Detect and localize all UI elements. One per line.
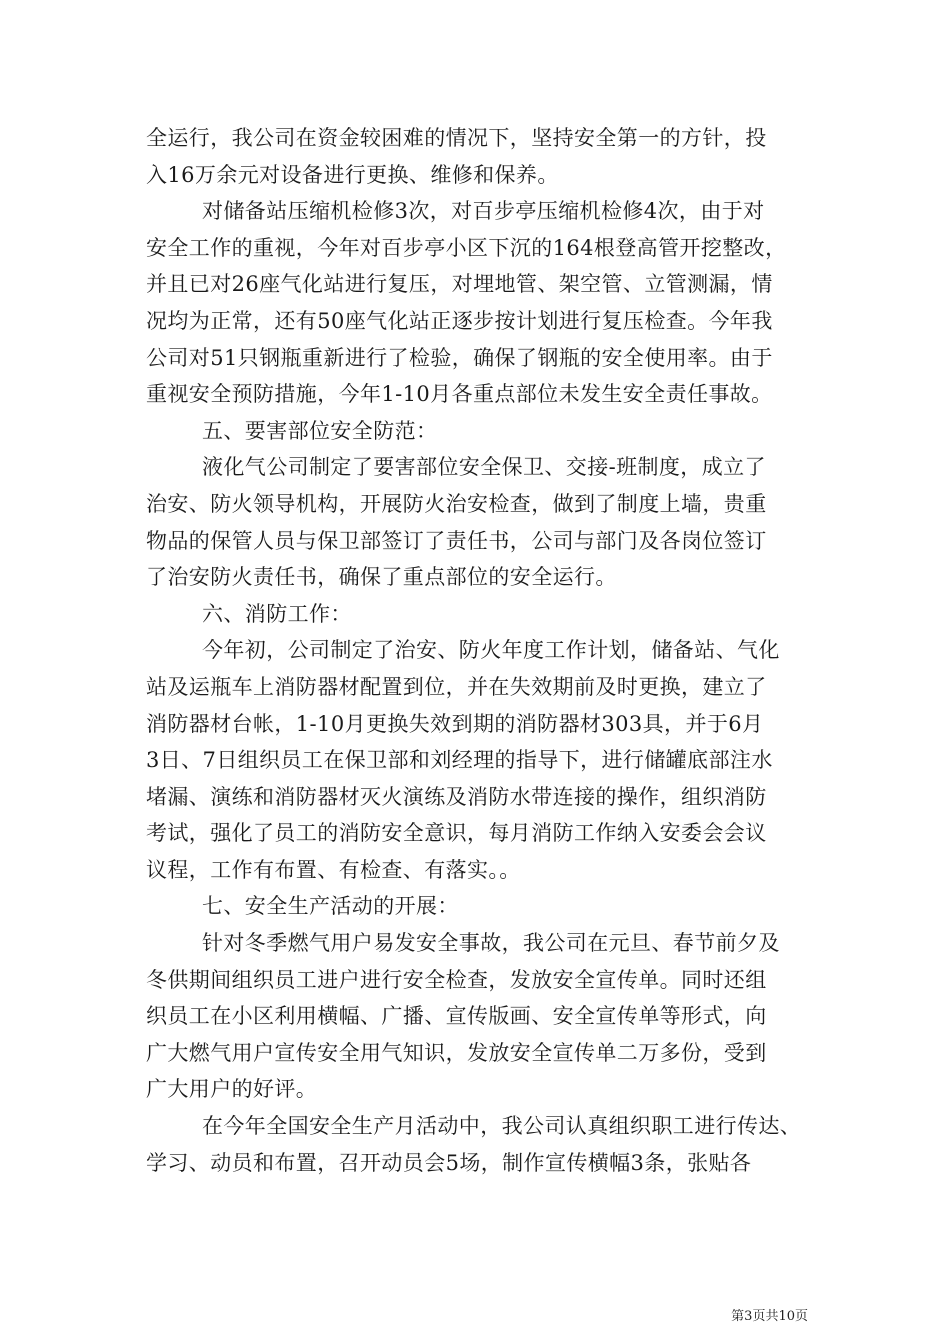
- text-line: 安全工作的重视，今年对百步亭小区下沉的164根登高管开挖整改，: [146, 235, 787, 260]
- text-line: 液化气公司制定了要害部位安全保卫、交接-班制度，成立了: [202, 455, 766, 480]
- text-line: 重视安全预防措施，今年1-10月各重点部位未发生安全责任事故。: [146, 382, 773, 407]
- text-line: 入16万余元对设备进行更换、维修和保养。: [146, 162, 559, 187]
- text-line: 广大用户的好评。: [146, 1077, 318, 1102]
- text-line: 对储备站压缩机检修3次，对百步亭压缩机检修4次，由于对: [202, 199, 765, 224]
- text-line: 治安、防火领导机构，开展防火治安检查，做到了制度上墙，贵重: [146, 491, 767, 516]
- page-number-footer: 第3页共10页: [731, 1309, 808, 1324]
- text-line: 议程，工作有布置、有检查、有落实。。: [146, 857, 521, 882]
- text-line: 并且已对26座气化站进行复压，对埋地管、架空管、立管测漏，情: [146, 272, 773, 297]
- text-line: 物品的保管人员与保卫部签订了责任书，公司与部门及各岗位签订: [146, 528, 767, 553]
- text-line: 在今年全国安全生产月活动中，我公司认真组织职工进行传达、: [202, 1114, 802, 1139]
- text-line: 站及运瓶车上消防器材配置到位，并在失效期前及时更换，建立了: [146, 674, 767, 699]
- text-line: 织员工在小区利用横幅、广播、宣传版画、安全宣传单等形式，向: [146, 1004, 767, 1029]
- text-line: 今年初，公司制定了治安、防火年度工作计划，储备站、气化: [202, 638, 780, 663]
- text-line: 针对冬季燃气用户易发安全事故，我公司在元旦、春节前夕及: [202, 931, 780, 956]
- text-line: 五、要害部位安全防范：: [202, 418, 438, 443]
- document-body: [146, 120, 810, 1181]
- text-line: 广大燃气用户宣传安全用气知识，发放安全宣传单二万多份，受到: [146, 1040, 767, 1065]
- text-line: 了治安防火责任书，确保了重点部位的安全运行。: [146, 565, 617, 590]
- text-line: 况均为正常，还有50座气化站正逐步按计划进行复压检查。今年我: [146, 308, 773, 333]
- text-line: 全运行，我公司在资金较困难的情况下，坚持安全第一的方针，投: [146, 126, 767, 150]
- text-line: 3日、7日组织员工在保卫部和刘经理的指导下，进行储罐底部注水: [146, 748, 773, 773]
- text-line: 六、消防工作：: [202, 601, 352, 626]
- text-line: 七、安全生产活动的开展：: [202, 894, 459, 919]
- text-line: 公司对51只钢瓶重新进行了检验，确保了钢瓶的安全使用率。由于: [146, 345, 773, 370]
- text-line: 消防器材台帐，1-10月更换失效到期的消防器材303具，并于6月: [146, 711, 764, 736]
- text-line: 学习、动员和布置，召开动员会5场，制作宣传横幅3条，张贴各: [146, 1150, 752, 1175]
- text-line: 考试，强化了员工的消防安全意识，每月消防工作纳入安委会会议: [146, 821, 767, 846]
- text-line: 冬供期间组织员工进户进行安全检查，发放安全宣传单。同时还组: [146, 967, 767, 992]
- text-line: 堵漏、演练和消防器材灭火演练及消防水带连接的操作，组织消防: [146, 784, 767, 809]
